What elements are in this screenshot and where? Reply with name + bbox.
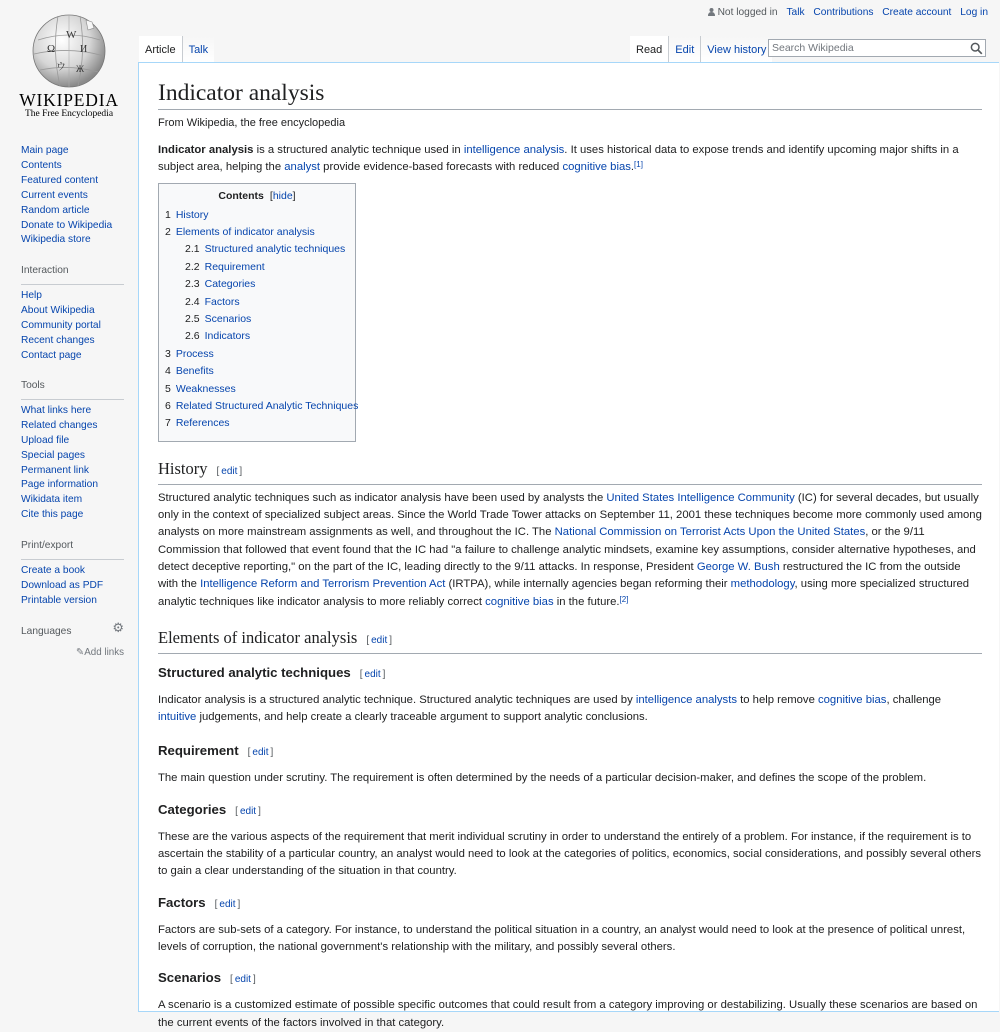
- sidebar-interaction: [21, 261, 124, 364]
- sidebar-tools: [21, 376, 124, 523]
- sidebar-item-main-page[interactable]: Main page: [21, 145, 69, 156]
- toc-hide-toggle[interactable]: [hide]: [269, 189, 296, 202]
- sidebar-item-special-pages[interactable]: Special pages: [21, 449, 86, 461]
- reference-link[interactable]: [1]: [634, 160, 643, 170]
- toc-item-references[interactable]: 7 References: [165, 417, 230, 430]
- add-links-link[interactable]: ✎Add links: [76, 646, 124, 658]
- pencil-icon: ✎: [76, 646, 85, 658]
- sidebar-item-contents[interactable]: Contents: [21, 159, 62, 171]
- edit-section-link[interactable]: [ edit ]: [359, 668, 386, 680]
- section-heading-elements: Elements of indicator analysis [ edit ]: [158, 626, 982, 654]
- text-run: is a structured analytic technique used in: [253, 144, 464, 156]
- text-run: Indicator analysis is a structured analytic technique. Structured analytic techniques are used by: [158, 693, 636, 706]
- toc-item-elements-of-indicator-analysis[interactable]: 2 Elements of indicator analysis: [165, 226, 315, 238]
- sidebar-heading-print-export: Print/export: [21, 536, 124, 560]
- lead-paragraph: [158, 142, 982, 177]
- toc-item-indicators[interactable]: 2.6 Indicators: [185, 330, 251, 343]
- sidebar-item-contact-page[interactable]: Contact page: [21, 349, 82, 361]
- sidebar-item-wikipedia-store[interactable]: Wikipedia store: [21, 234, 91, 246]
- search-input[interactable]: [769, 40, 968, 56]
- edit-section-link[interactable]: [ edit ]: [247, 746, 274, 758]
- talk-link[interactable]: Talk: [786, 7, 805, 18]
- link-intelligence-analysis[interactable]: intelligence analysis: [463, 144, 565, 156]
- tab-talk[interactable]: Talk: [182, 36, 215, 62]
- tab-view-history[interactable]: View history: [700, 36, 772, 62]
- namespace-tabs: [139, 36, 214, 62]
- gear-icon[interactable]: ⚙: [112, 619, 124, 635]
- text-run: , using more specialized structured analytic techniques like indicator analysis to more reliably correct: [158, 578, 970, 608]
- sidebar-item-community-portal[interactable]: Community portal: [21, 320, 101, 332]
- sidebar: [0, 140, 138, 658]
- sat-paragraph: [158, 692, 982, 727]
- site-subtitle: From Wikipedia, the free encyclopedia: [158, 117, 346, 129]
- subsection-heading-factors: Factors [ edit ]: [158, 894, 241, 910]
- subsection-heading-structured-analytic-techniques: Structured analytic techniques [ edit ]: [158, 664, 386, 680]
- table-of-contents: [158, 183, 359, 442]
- categories-paragraph: [158, 829, 982, 881]
- toc-item-process[interactable]: 3 Process: [165, 347, 214, 360]
- text-run: Structured analytic techniques such as indicator analysis have been used by analysts the: [158, 491, 607, 504]
- subsection-heading-categories: Categories [ edit ]: [158, 801, 261, 817]
- text-run: . It uses historical data to expose trends and identify upcoming major shifts in a subject area, helping the: [158, 144, 959, 174]
- search-icon[interactable]: [970, 42, 983, 55]
- edit-section-link[interactable]: [ edit ]: [216, 465, 243, 477]
- user-icon: [708, 8, 715, 16]
- search-box: [768, 39, 986, 57]
- scenarios-paragraph: [158, 997, 982, 1032]
- link-analyst[interactable]: analyst: [284, 161, 321, 174]
- sidebar-item-page-information[interactable]: Page information: [21, 479, 99, 491]
- requirement-paragraph: [158, 770, 982, 787]
- text-run: .: [630, 161, 635, 174]
- sidebar-item-about-wikipedia[interactable]: About Wikipedia: [21, 305, 95, 317]
- sidebar-print-export: [21, 536, 124, 609]
- text-run: These are the various aspects of the requirement that merit individual scrutiny in order to understand the entirely of a problem. For instance, if the requirement is to ascertain the stability of a particular country, an analyst would need to look at the categories of politics, economics, social considerations, and possibly several others to gain a clear understanding of the situation in that country.: [158, 830, 982, 878]
- sidebar-item-create-a-book[interactable]: Create a book: [21, 565, 85, 577]
- article-body: [158, 63, 982, 1032]
- text-run: , or the 9/11 Commission that followed that event found that the IC had "a failure to challenge analytic mindsets, examine key assumptions, consider alternative hypotheses, and detect deceptive reporting," on the part of the IC, leading directly to the 9/11 attacks. In response, President: [158, 526, 976, 574]
- logo-tagline: The Free Encyclopedia: [24, 109, 114, 119]
- puzzle-globe-icon: [30, 12, 108, 88]
- link-national-commission-on-terrorist-acts-upon-the-united-states[interactable]: National Commission on Terrorist Acts Upon the United States: [554, 526, 866, 539]
- toc-item-requirement[interactable]: 2.2 Requirement: [185, 260, 265, 273]
- text-run: Factors are sub-sets of a category. For instance, to understand the political situation in a country, an analyst would need to look at the presence of political unrest, levels of corruption, the national government's relationship with the military, and possibly several others.: [158, 923, 966, 954]
- sidebar-item-recent-changes[interactable]: Recent changes: [21, 335, 95, 347]
- subsection-heading-scenarios: Scenarios [ edit ]: [158, 970, 256, 986]
- text-run: to help remove: [736, 693, 818, 706]
- toc-item-history[interactable]: 1 History: [165, 208, 209, 221]
- not-logged-in-status: Not logged in: [708, 7, 778, 18]
- svg-text:Ω: Ω: [47, 43, 56, 55]
- link-intuitive[interactable]: intuitive: [158, 711, 197, 724]
- edit-section-link[interactable]: [ edit ]: [214, 898, 241, 910]
- logo-wordmark: WIKIPEDIA: [19, 90, 119, 110]
- reference-link[interactable]: [2]: [619, 594, 629, 604]
- link-cognitive-bias[interactable]: cognitive bias: [818, 693, 887, 706]
- sidebar-item-upload-file[interactable]: Upload file: [21, 434, 70, 446]
- text-run: (IC) for several decades, but usually only in the context of specialized subject areas. Since the World Trade Tower attacks on September 11, 2001 these techniques become more commonly used among analysts on more mainstream assignments as well, and throughout the IC. The: [158, 491, 982, 539]
- text-run: (IRTPA), while internally agencies began reforming their: [445, 578, 731, 591]
- login-link[interactable]: Log in: [960, 7, 988, 18]
- toc-item-related-structured-analytic-techniques[interactable]: 6 Related Structured Analytic Techniques: [165, 400, 359, 413]
- sidebar-item-cite-this-page[interactable]: Cite this page: [21, 509, 84, 521]
- sidebar-navigation: [21, 140, 124, 248]
- create-account-link[interactable]: Create account: [882, 7, 952, 18]
- sidebar-item-current-events[interactable]: Current events: [21, 189, 88, 201]
- sidebar-heading-languages: Languages: [21, 625, 72, 637]
- toc-item-factors[interactable]: 2.4 Factors: [185, 295, 240, 308]
- history-paragraph: [158, 490, 982, 611]
- text-run: judgements, and help create a clearly traceable argument to support analytic conclusions.: [196, 711, 648, 724]
- svg-text:ウ: ウ: [56, 62, 66, 73]
- section-heading-history: History [ edit ]: [158, 457, 982, 485]
- toc-item-scenarios[interactable]: 2.5 Scenarios: [185, 313, 252, 326]
- svg-text:Ж: Ж: [76, 64, 85, 74]
- svg-text:W: W: [66, 29, 77, 41]
- edit-section-link[interactable]: [ edit ]: [230, 974, 256, 986]
- text-run: provide evidence-based forecasts with reduced: [320, 161, 563, 174]
- subsection-heading-requirement: Requirement [ edit ]: [158, 742, 274, 758]
- toc-item-categories[interactable]: 2.3 Categories: [185, 278, 256, 291]
- sidebar-item-donate-to-wikipedia[interactable]: Donate to Wikipedia: [21, 219, 113, 231]
- link-george-w-bush[interactable]: George W. Bush: [696, 561, 780, 574]
- view-tabs: [630, 36, 772, 62]
- link-methodology[interactable]: methodology: [730, 578, 795, 591]
- text-run: A scenario is a customized estimate of possible specific outcomes that could result from a category improving or destabilizing. Usually these scenarios are based on the current events of the factors involved in that category.: [158, 999, 978, 1029]
- wikipedia-logo[interactable]: [0, 0, 138, 128]
- contributions-link[interactable]: Contributions: [813, 7, 874, 18]
- personal-tools: [702, 7, 988, 18]
- sidebar-item-printable-version[interactable]: Printable version: [21, 594, 97, 606]
- edit-section-link[interactable]: [ edit ]: [235, 805, 261, 817]
- edit-section-link[interactable]: [ edit ]: [366, 634, 393, 646]
- toc-item-structured-analytic-techniques[interactable]: 2.1 Structured analytic techniques: [185, 243, 346, 256]
- content-area: [138, 62, 999, 1029]
- tab-article[interactable]: Article: [139, 36, 182, 62]
- toc-item-benefits[interactable]: 4 Benefits: [165, 365, 214, 378]
- sidebar-item-wikidata-item[interactable]: Wikidata item: [21, 494, 83, 506]
- tab-edit[interactable]: Edit: [668, 36, 700, 62]
- sidebar-item-download-as-pdf[interactable]: Download as PDF: [21, 580, 104, 592]
- svg-text:И: И: [80, 44, 88, 55]
- sidebar-heading-interaction: Interaction: [21, 261, 124, 285]
- sidebar-heading-tools: Tools: [21, 376, 124, 400]
- link-intelligence-analysts[interactable]: intelligence analysts: [635, 693, 737, 706]
- toc-title: Contents [hide]: [218, 189, 296, 202]
- factors-paragraph: [158, 922, 982, 957]
- sidebar-item-random-article[interactable]: Random article: [21, 204, 90, 216]
- sidebar-item-help[interactable]: Help: [21, 290, 42, 302]
- link-cognitive-bias[interactable]: cognitive bias: [562, 161, 631, 174]
- sidebar-languages: [21, 618, 124, 658]
- sidebar-item-featured-content[interactable]: Featured content: [21, 174, 99, 186]
- sidebar-item-what-links-here[interactable]: What links here: [21, 404, 92, 416]
- link-intelligence-reform-and-terrorism-prevention-act[interactable]: Intelligence Reform and Terrorism Prevention Act: [200, 578, 446, 591]
- toc-item-weaknesses[interactable]: 5 Weaknesses: [165, 382, 236, 395]
- sidebar-item-related-changes[interactable]: Related changes: [21, 419, 98, 431]
- text-run: restructured the IC from the outside with the: [158, 561, 961, 591]
- page-title: Indicator analysis: [158, 63, 982, 110]
- text-run: , challenge: [886, 693, 942, 706]
- sidebar-item-permanent-link[interactable]: Permanent link: [21, 464, 89, 476]
- text-run: in the future.: [553, 595, 620, 608]
- text-run: The main question under scrutiny. The requirement is often determined by the needs of a particular decision-maker, and defines the scope of the problem.: [158, 771, 927, 784]
- link-united-states-intelligence-community[interactable]: United States Intelligence Community: [606, 491, 795, 504]
- link-cognitive-bias[interactable]: cognitive bias: [485, 595, 554, 608]
- bold-term: Indicator analysis: [158, 144, 254, 156]
- tab-read[interactable]: Read: [630, 36, 668, 62]
